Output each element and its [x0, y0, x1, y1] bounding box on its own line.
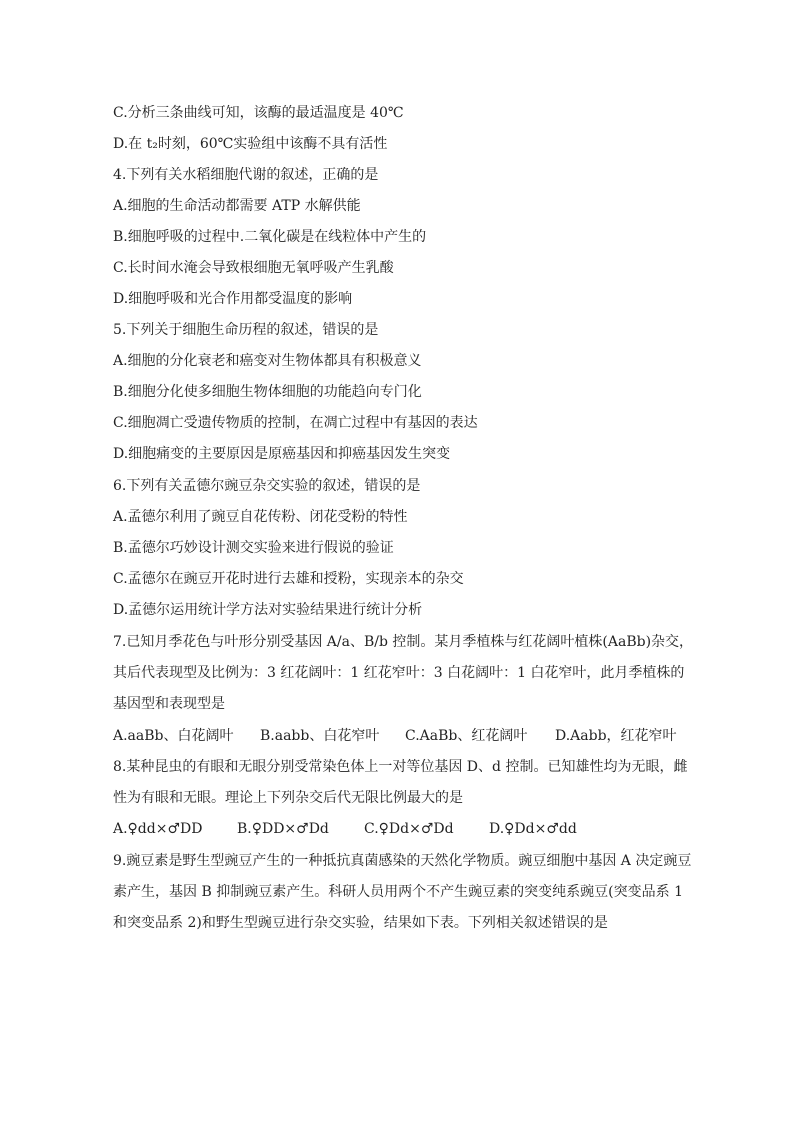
question-4-option-b: B.细胞呼吸的过程中.二氧化碳是在线粒体中产生的 [113, 229, 427, 245]
question-8-option-c: C.♀Dd×♂Dd [364, 821, 454, 837]
question-4-option-a: A.细胞的生命活动都需要 ATP 水解供能 [113, 198, 361, 214]
question-4-stem: 4.下列有关水稻细胞代谢的叙述，正确的是 [113, 167, 379, 183]
question-4-option-c: C.长时间水淹会导致根细胞无氧呼吸产生乳酸 [113, 260, 394, 276]
question-9-stem-line-3: 和突变品系 2)和野生型豌豆进行杂交实验，结果如下表。下列相关叙述错误的是 [113, 915, 608, 931]
question-7-option-a: A.aaBb、白花阔叶 [113, 728, 234, 744]
question-6-stem: 6.下列有关孟德尔豌豆杂交实验的叙述，错误的是 [113, 478, 421, 494]
question-7-stem-line-3: 基因型和表现型是 [113, 696, 225, 712]
question-9-stem-line-2: 素产生，基因 B 抑制豌豆素产生。科研人员用两个不产生豌豆素的突变纯系豌豆(突变品系 1 [113, 884, 684, 900]
question-5-option-a: A.细胞的分化衰老和癌变对生物体都具有积极意义 [113, 353, 422, 369]
question-8-options [113, 819, 683, 839]
question-3-option-c: C.分析三条曲线可知，该酶的最适温度是 40℃ [113, 105, 404, 121]
question-8-stem-line-2: 性为有眼和无眼。理论上下列杂交后代无限比例最大的是 [113, 790, 463, 806]
question-4-option-d: D.细胞呼吸和光合作用都受温度的影响 [113, 291, 353, 307]
question-7-option-b: B.aabb、白花窄叶 [260, 728, 380, 744]
question-8-option-d: D.♀Dd×♂dd [489, 821, 577, 837]
question-5-option-b: B.细胞分化使多细胞生物体细胞的功能趋向专门化 [113, 384, 422, 400]
question-6-option-c: C.孟德尔在豌豆开花时进行去雄和授粉，实现亲本的杂交 [113, 571, 464, 587]
question-8-stem-line-1: 8.某种昆虫的有眼和无眼分别受常染色体上一对等位基因 D、d 控制。已知雄性均为无眼，雌 [113, 759, 688, 775]
question-7-stem-line-1: 7.已知月季花色与叶形分别受基因 A/a、B/b 控制。某月季植株与红花阔叶植株(AaBb)杂交， [113, 634, 694, 650]
question-8-option-a: A.♀dd×♂DD [113, 821, 203, 837]
question-5-stem: 5.下列关于细胞生命历程的叙述，错误的是 [113, 322, 379, 338]
question-7-options [113, 726, 683, 746]
question-6-option-a: A.孟德尔利用了豌豆自花传粉、闭花受粉的特性 [113, 509, 408, 525]
question-6-option-b: B.孟德尔巧妙设计测交实验来进行假说的验证 [113, 540, 394, 556]
question-3-option-d: D.在 t₂时刻，60℃实验组中该酶不具有活性 [113, 136, 388, 152]
question-9-stem-line-1: 9.豌豆素是野生型豌豆产生的一种抵抗真菌感染的天然化学物质。豌豆细胞中基因 A 决定豌豆 [113, 853, 692, 869]
question-5-option-c: C.细胞凋亡受遗传物质的控制，在凋亡过程中有基因的表达 [113, 415, 478, 431]
question-5-option-d: D.细胞痛变的主要原因是原癌基因和抑癌基因发生突变 [113, 446, 451, 462]
question-8-option-b: B.♀DD×♂Dd [237, 821, 329, 837]
question-6-option-d: D.孟德尔运用统计学方法对实验结果进行统计分析 [113, 602, 423, 618]
question-7-option-c: C.AaBb、红花阔叶 [405, 728, 528, 744]
question-7-option-d: D.Aabb，红花窄叶 [555, 728, 677, 744]
question-7-stem-line-2: 其后代表现型及比例为：3 红花阔叶：1 红花窄叶：3 白花阔叶：1 白花窄叶，此月季植株的 [113, 665, 685, 681]
